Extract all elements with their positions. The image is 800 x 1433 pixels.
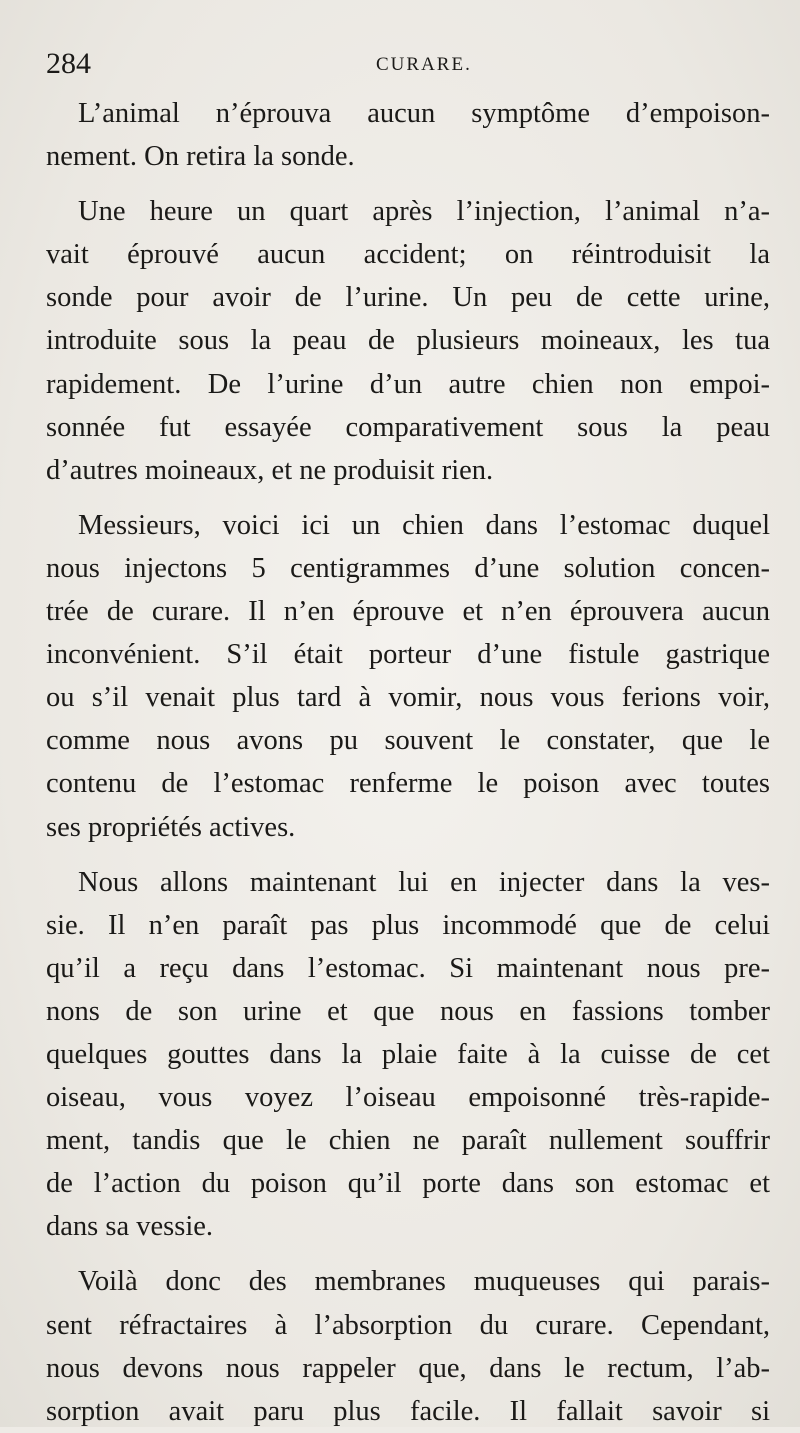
- text-line: d’autres moineaux, et ne produisit rien.: [46, 454, 494, 486]
- text-line: oiseau, vous voyez l’oiseau empoisonné très-rapide-: [46, 1082, 770, 1114]
- text-line: rapidement. De l’urine d’un autre chien non empoi-: [46, 368, 770, 400]
- text-line: sonnée fut essayée comparativement sous la peau: [46, 411, 770, 443]
- paragraph-gap: [46, 1248, 770, 1260]
- text-line: quelques gouttes dans la plaie faite à la cuisse de cet: [46, 1038, 770, 1070]
- text-line: ou s’il venait plus tard à vomir, nous vous ferions voir,: [46, 682, 770, 714]
- text-line: nous devons nous rappeler que, dans le rectum, l’ab-: [46, 1352, 770, 1384]
- text-line: sie. Il n’en paraît pas plus incommodé que de celui: [46, 909, 770, 941]
- running-head: CURARE.: [376, 54, 472, 75]
- text-line: ment, tandis que le chien ne paraît nullement souffrir: [46, 1125, 770, 1157]
- text-line: introduite sous la peau de plusieurs moineaux, les tua: [46, 325, 770, 357]
- paragraph: [46, 1260, 770, 1432]
- text-line: sorption avait paru plus facile. Il fallait savoir si: [46, 1395, 770, 1427]
- text-line: nement. On retira la sonde.: [46, 141, 355, 173]
- text-line: de l’action du poison qu’il porte dans son estomac et: [46, 1168, 770, 1200]
- text-line: dans sa vessie.: [46, 1211, 214, 1243]
- paragraph: [46, 92, 770, 178]
- text-line: sonde pour avoir de l’urine. Un peu de cette urine,: [46, 282, 770, 314]
- text-line: Une heure un quart après l’injection, l’animal n’a-: [78, 196, 770, 228]
- paragraph-gap: [46, 849, 770, 861]
- text-line: nons de son urine et que nous en fassions tomber: [46, 995, 770, 1027]
- text-line: Nous allons maintenant lui en injecter dans la ves-: [78, 866, 770, 898]
- paragraph: [46, 504, 770, 849]
- text-line: vait éprouvé aucun accident; on réintroduisit la: [46, 239, 770, 271]
- text-line: qu’il a reçu dans l’estomac. Si maintenant nous pre-: [46, 952, 770, 984]
- text-line: comme nous avons pu souvent le constater, que le: [46, 725, 770, 757]
- paragraph-gap: [46, 178, 770, 190]
- page-header: [46, 44, 774, 84]
- paragraph: [46, 190, 770, 492]
- text-line: Messieurs, voici ici un chien dans l’estomac duquel: [78, 509, 770, 541]
- text-line: L’animal n’éprouva aucun symptôme d’empoison-: [78, 98, 770, 129]
- text-line: Voilà donc des membranes muqueuses qui parais-: [78, 1266, 770, 1298]
- text-line: trée de curare. Il n’en éprouve et n’en éprouvera aucun: [46, 596, 770, 628]
- text-line: nous injectons 5 centigrammes d’une solution concen-: [46, 552, 770, 584]
- text-line: contenu de l’estomac renferme le poison avec toutes: [46, 768, 770, 800]
- paragraph-gap: [46, 492, 770, 504]
- text-line: inconvénient. S’il était porteur d’une fistule gastrique: [46, 639, 770, 671]
- text-line: sent réfractaires à l’absorption du curare. Cependant,: [46, 1309, 770, 1341]
- body-text: [46, 92, 770, 1433]
- text-line: ses propriétés actives.: [46, 811, 296, 843]
- paragraph: [46, 861, 770, 1249]
- page-number: 284: [46, 47, 91, 80]
